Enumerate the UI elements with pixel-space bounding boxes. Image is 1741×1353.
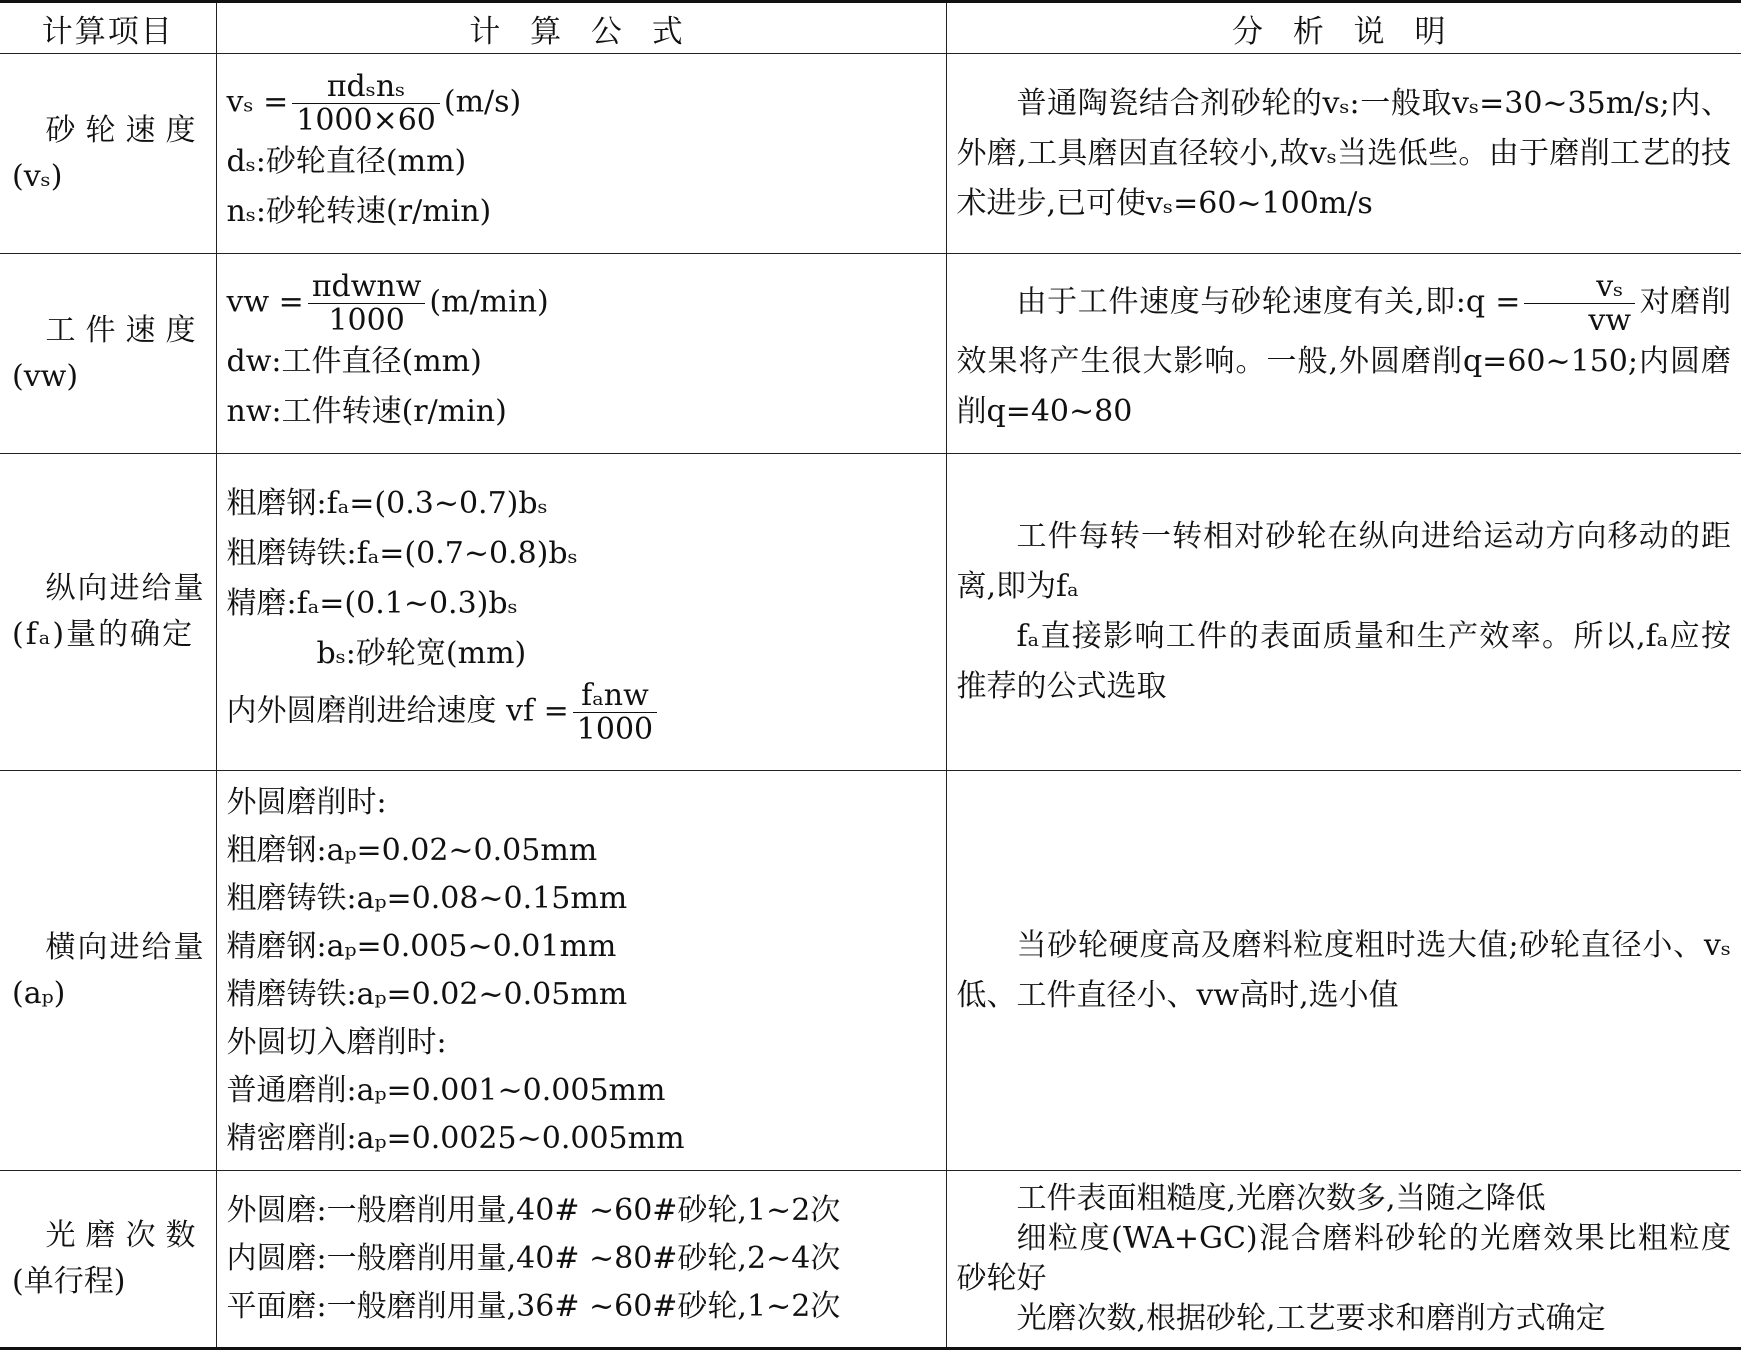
- formula-line: nw:工件转速(r/min): [226, 394, 507, 429]
- fraction: [1524, 270, 1635, 337]
- formula-line: 外圆磨:一般磨削用量,40# ~60#砂轮,1~2次: [226, 1193, 841, 1228]
- header-row: [0, 2, 1741, 54]
- table-row: [0, 54, 1741, 254]
- formula-lhs: 内外圆磨削进给速度 vf =: [226, 693, 569, 728]
- item-symbol: (单行程): [12, 1264, 126, 1299]
- formula-line: 精磨钢:aₚ=0.005~0.01mm: [226, 928, 617, 964]
- table-row: [0, 1171, 1741, 1349]
- formula-line: nₛ:砂轮转速(r/min): [226, 194, 492, 229]
- fraction: [308, 270, 426, 337]
- formula-line: 粗磨铸铁:aₚ=0.08~0.15mm: [226, 880, 628, 916]
- formula-line: 粗磨钢:fₐ=(0.3~0.7)bₛ: [226, 485, 548, 521]
- fraction-numerator: vₛ: [1524, 270, 1635, 304]
- description-text: 由于工件速度与砂轮速度有关,即:q =: [1016, 284, 1521, 320]
- formula-cell: [216, 54, 946, 254]
- fraction-denominator: vw: [1588, 303, 1632, 338]
- formula-line: 粗磨铸铁:fₐ=(0.7~0.8)bₛ: [226, 535, 578, 571]
- formula-line: bₛ:砂轮宽(mm): [316, 635, 527, 671]
- description-cell: [946, 454, 1741, 771]
- item-cell: [0, 254, 216, 454]
- item-symbol: (vw): [12, 358, 79, 394]
- table-row: [0, 454, 1741, 771]
- formula-cell: [216, 254, 946, 454]
- table-row: [0, 254, 1741, 454]
- item-name: 纵向进给量: [45, 571, 206, 606]
- formula-line: 外圆切入磨削时:: [226, 1024, 447, 1060]
- formula-lhs: vw =: [226, 284, 304, 320]
- description-paragraph: 光磨次数,根据砂轮,工艺要求和磨削方式确定: [1016, 1301, 1606, 1336]
- fraction-numerator: πdwnw: [308, 270, 426, 304]
- description-paragraph: 工件每转一转相对砂轮在纵向进给运动方向移动的距离,即为fₐ: [956, 519, 1731, 604]
- item-name: 工件速度: [45, 312, 206, 348]
- header-item: 计算项目: [0, 2, 216, 54]
- formula-unit: (m/min): [429, 284, 549, 320]
- fraction: [292, 70, 440, 137]
- formula-line: dw:工件直径(mm): [226, 344, 482, 379]
- formula-line: 普通磨削:aₚ=0.001~0.005mm: [226, 1072, 666, 1108]
- formula-line: dₛ:砂轮直径(mm): [226, 144, 467, 179]
- formula-cell: [216, 1171, 946, 1349]
- description-text: 对磨削效果将产生很大影响。一般,外圆磨削q=60~150;内圆磨削q=40~80: [956, 284, 1731, 429]
- description-paragraph: 细粒度(WA+GC)混合磨料砂轮的光磨效果比粗粒度砂轮好: [956, 1221, 1731, 1296]
- formula-line: 精磨:fₐ=(0.1~0.3)bₛ: [226, 585, 518, 621]
- formula-line: 精密磨削:aₚ=0.0025~0.005mm: [226, 1120, 685, 1156]
- item-cell: [0, 1171, 216, 1349]
- formula-line: 精磨铸铁:aₚ=0.02~0.05mm: [226, 976, 628, 1012]
- formula-line: 粗磨钢:aₚ=0.02~0.05mm: [226, 832, 598, 868]
- item-cell: [0, 54, 216, 254]
- formula-lhs: vₛ =: [226, 84, 289, 120]
- formula-cell: [216, 454, 946, 771]
- formula-main: [227, 679, 936, 746]
- header-formula: 计 算 公 式: [216, 2, 946, 54]
- formula-main: [227, 70, 936, 137]
- fraction-numerator: πdₛnₛ: [292, 70, 440, 104]
- formula-main: [227, 270, 936, 337]
- description-cell: 当砂轮硬度高及磨料粒度粗时选大值;砂轮直径小、vₛ低、工件直径小、vw高时,选小值: [946, 771, 1741, 1171]
- item-name: 光磨次数: [45, 1218, 206, 1253]
- item-cell: [0, 771, 216, 1171]
- item-cell: [0, 454, 216, 771]
- table-row: [0, 771, 1741, 1171]
- item-symbol: (fₐ)量的确定: [12, 617, 195, 652]
- formula-line: 平面磨:一般磨削用量,36# ~60#砂轮,1~2次: [226, 1289, 841, 1324]
- fraction: [573, 679, 657, 746]
- item-name: 砂轮速度: [45, 112, 206, 148]
- item-symbol: (vₛ): [12, 158, 63, 194]
- formula-line: 外圆磨削时:: [226, 784, 387, 820]
- item-symbol: (aₚ): [12, 975, 66, 1011]
- description-paragraph: fₐ直接影响工件的表面质量和生产效率。所以,fₐ应按推荐的公式选取: [956, 619, 1731, 704]
- header-description: 分 析 说 明: [946, 2, 1741, 54]
- formula-unit: (m/s): [443, 84, 522, 120]
- formula-cell: [216, 771, 946, 1171]
- description-cell: [946, 254, 1741, 454]
- fraction-numerator: fₐnw: [573, 679, 657, 713]
- fraction-denominator: 1000×60: [296, 103, 436, 138]
- description-cell: [946, 1171, 1741, 1349]
- item-name: 横向进给量: [45, 929, 206, 965]
- formula-line: 内圆磨:一般磨削用量,40# ~80#砂轮,2~4次: [226, 1241, 841, 1276]
- fraction-denominator: 1000: [328, 303, 405, 338]
- description-cell: 普通陶瓷结合剂砂轮的vₛ:一般取vₛ=30~35m/s;内、外磨,工具磨因直径较小,故vₛ当选低些。由于磨削工艺的技术进步,已可使vₛ=60~100m/s: [946, 54, 1741, 254]
- fraction-denominator: 1000: [576, 711, 654, 747]
- description-paragraph: 工件表面粗糙度,光磨次数多,当随之降低: [1016, 1181, 1546, 1216]
